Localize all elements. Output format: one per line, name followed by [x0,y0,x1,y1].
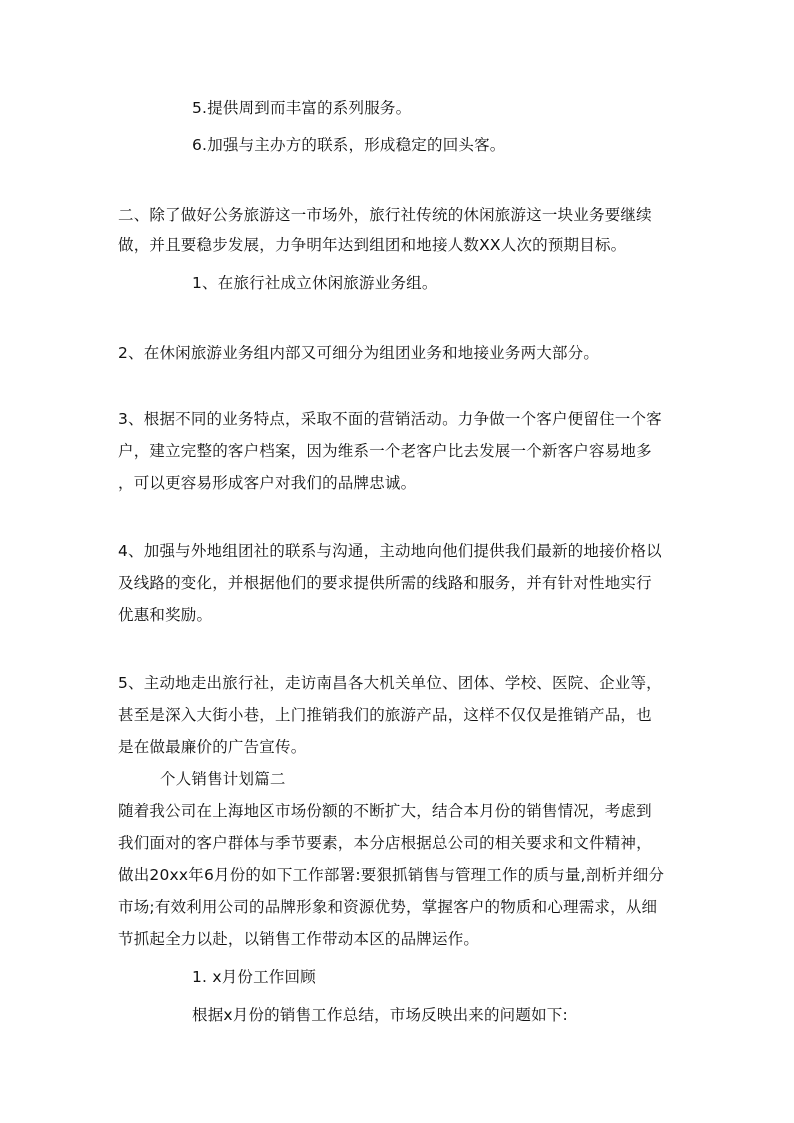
item-3-marketing: 3、根据不同的业务特点，采取不面的营销活动。力争做一个客户便留住一个客 [118,410,662,428]
item-1-leisure-group: 1、在旅行社成立休闲旅游业务组。 [192,274,438,292]
item-3-marketing-line: 户，建立完整的客户档案，因为维系一个老客户比去发展一个新客户容易地多 [118,442,652,460]
intro-paragraph: 随着我公司在上海地区市场份额的不断扩大，结合本月份的销售情况，考虑到 [118,802,652,820]
item-5-outreach: 5、主动地走出旅行社，走访南昌各大机关单位、团体、学校、医院、企业等， [118,674,662,692]
intro-paragraph-line: 节抓起全力以赴，以销售工作带动本区的品牌运作。 [118,930,480,948]
section-two-paragraph-line: 做，并且要稳步发展，力争明年达到组团和地接人数XX人次的预期目标。 [118,236,627,254]
item-5-outreach-line: 是在做最廉价的广告宣传。 [118,738,307,756]
section-two-paragraph: 二、除了做好公务旅游这一市场外，旅行社传统的休闲旅游这一块业务要继续 [118,206,652,224]
section-heading: 个人销售计划篇二 [160,770,286,788]
item-4-cooperation-line: 优惠和奖励。 [118,606,213,624]
item-3-marketing-line: ，可以更容易形成客户对我们的品牌忠诚。 [118,474,417,492]
intro-paragraph-line: 做出20xx年6月份的如下工作部署:要狠抓销售与管理工作的质与量,剖析并细分 [118,866,665,884]
item-4-cooperation: 4、加强与外地组团社的联系与沟通，主动地向他们提供我们最新的地接价格以 [118,542,662,560]
list-item-6-contact: 6.加强与主办方的联系，形成稳定的回头客。 [192,136,506,154]
review-paragraph: 根据x月份的销售工作总结，市场反映出来的问题如下: [192,1006,568,1024]
intro-paragraph-line: 我们面对的客户群体与季节要素，本分店根据总公司的相关要求和文件精神， [118,834,652,852]
item-4-cooperation-line: 及线路的变化，并根据他们的要求提供所需的线路和服务，并有针对性地实行 [118,574,652,592]
intro-paragraph-line: 市场;有效利用公司的品牌形象和资源优势，掌握客户的物质和心理需求，从细 [118,898,658,916]
subheading-review: 1. x月份工作回顾 [192,968,316,986]
list-item-5-service: 5.提供周到而丰富的系列服务。 [192,99,412,117]
item-5-outreach-line: 甚至是深入大街小巷，上门推销我们的旅游产品，这样不仅仅是推销产品，也 [118,706,652,724]
item-2-subdivision: 2、在休闲旅游业务组内部又可细分为组团业务和地接业务两大部分。 [118,344,600,362]
